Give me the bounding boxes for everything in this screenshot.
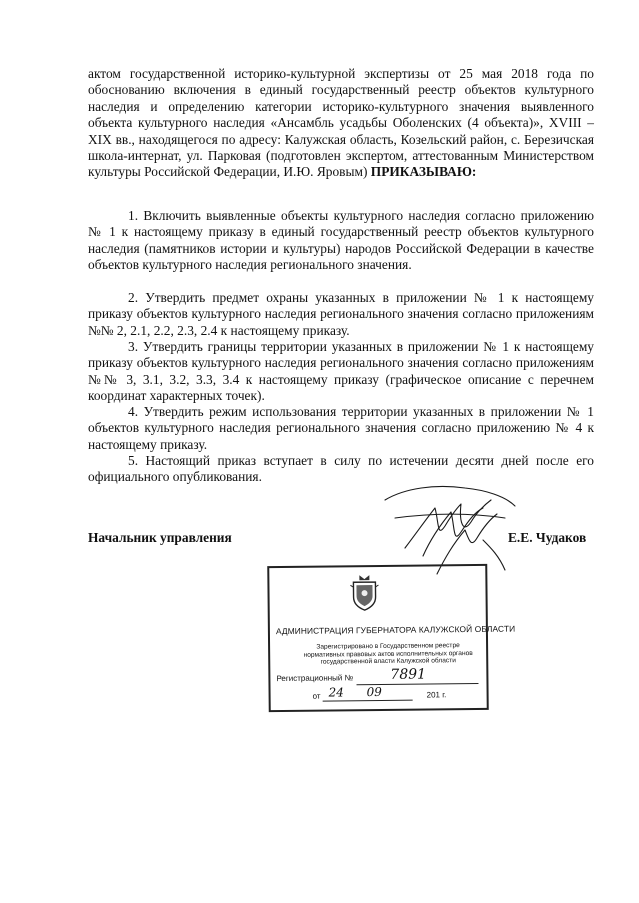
stamp-title: АДМИНИСТРАЦИЯ ГУБЕРНАТОРА КАЛУЖСКОЙ ОБЛАСТИ bbox=[275, 623, 516, 637]
registration-stamp bbox=[267, 564, 516, 712]
registration-label: Регистрационный № bbox=[276, 673, 354, 684]
date-day: 24 bbox=[328, 685, 344, 700]
registration-number: 7891 bbox=[390, 666, 427, 683]
signer-position: Начальник управления bbox=[88, 530, 232, 545]
order-word: ПРИКАЗЫВАЮ: bbox=[370, 164, 477, 180]
date-year: 201 г. bbox=[426, 690, 447, 700]
signer-name: Е.Е. Чудаков bbox=[508, 530, 587, 545]
date-prefix: от bbox=[312, 691, 321, 701]
order-item-3: 3. Утвердить границы территории указанных в приложении № 1 к настоящему приказу объектов культурного наследия регионального значения согласно приложениям №№ 3, 3.1, 3.2, 3.3, 3.4 к настоящему приказу (графическое описание с перечнем координат характерных точек). bbox=[88, 339, 594, 404]
coat-of-arms-icon bbox=[347, 573, 381, 611]
date-line bbox=[323, 700, 413, 702]
date-month: 09 bbox=[366, 684, 382, 700]
intro-text: актом государственной историко-культурной экспертизы от 25 мая 2018 года по обоснованию включения в единый государственный реестр объектов культурного наследия и определению категории историко-культурного значения выявленного объекта культурного наследия «Ансамбль усадьбы Оболенских (4 объекта)», XVIII – XIX вв., находящегося по адресу: Калужская область, Козельский район, с. Березичская школа-интернат, ул. Парковая (подготовлен экспертом, аттестованным Министерством культуры Российской Федерации, И.Ю. Яровым) bbox=[88, 66, 594, 180]
stamp-note: Зарегистрировано в Государственном реестре нормативных правовых актов исполнительных органов государственной власти Калужской области bbox=[303, 642, 473, 666]
intro-paragraph bbox=[88, 66, 594, 181]
order-item-2: 2. Утвердить предмет охраны указанных в приложении № 1 к настоящему приказу объектов культурного наследия регионального значения согласно приложениям №№ 2, 2.1, 2.2, 2.3, 2.4 к настоящему приказу. bbox=[88, 290, 594, 338]
order-item-4: 4. Утвердить режим использования территории указанных в приложении № 1 объектов культурного наследия регионального значения согласно приложению № 4 к настоящему приказу. bbox=[88, 404, 594, 452]
order-item-5: 5. Настоящий приказ вступает в силу по истечении десяти дней после его официального опубликования. bbox=[88, 453, 594, 485]
order-item-1: 1. Включить выявленные объекты культурного наследия согласно приложению № 1 к настоящему приказу в единый государственный реестр объектов культурного наследия (памятников истории и культуры) народов Российской Федерации в качестве объектов культурного наследия регионального значения. bbox=[88, 208, 594, 273]
